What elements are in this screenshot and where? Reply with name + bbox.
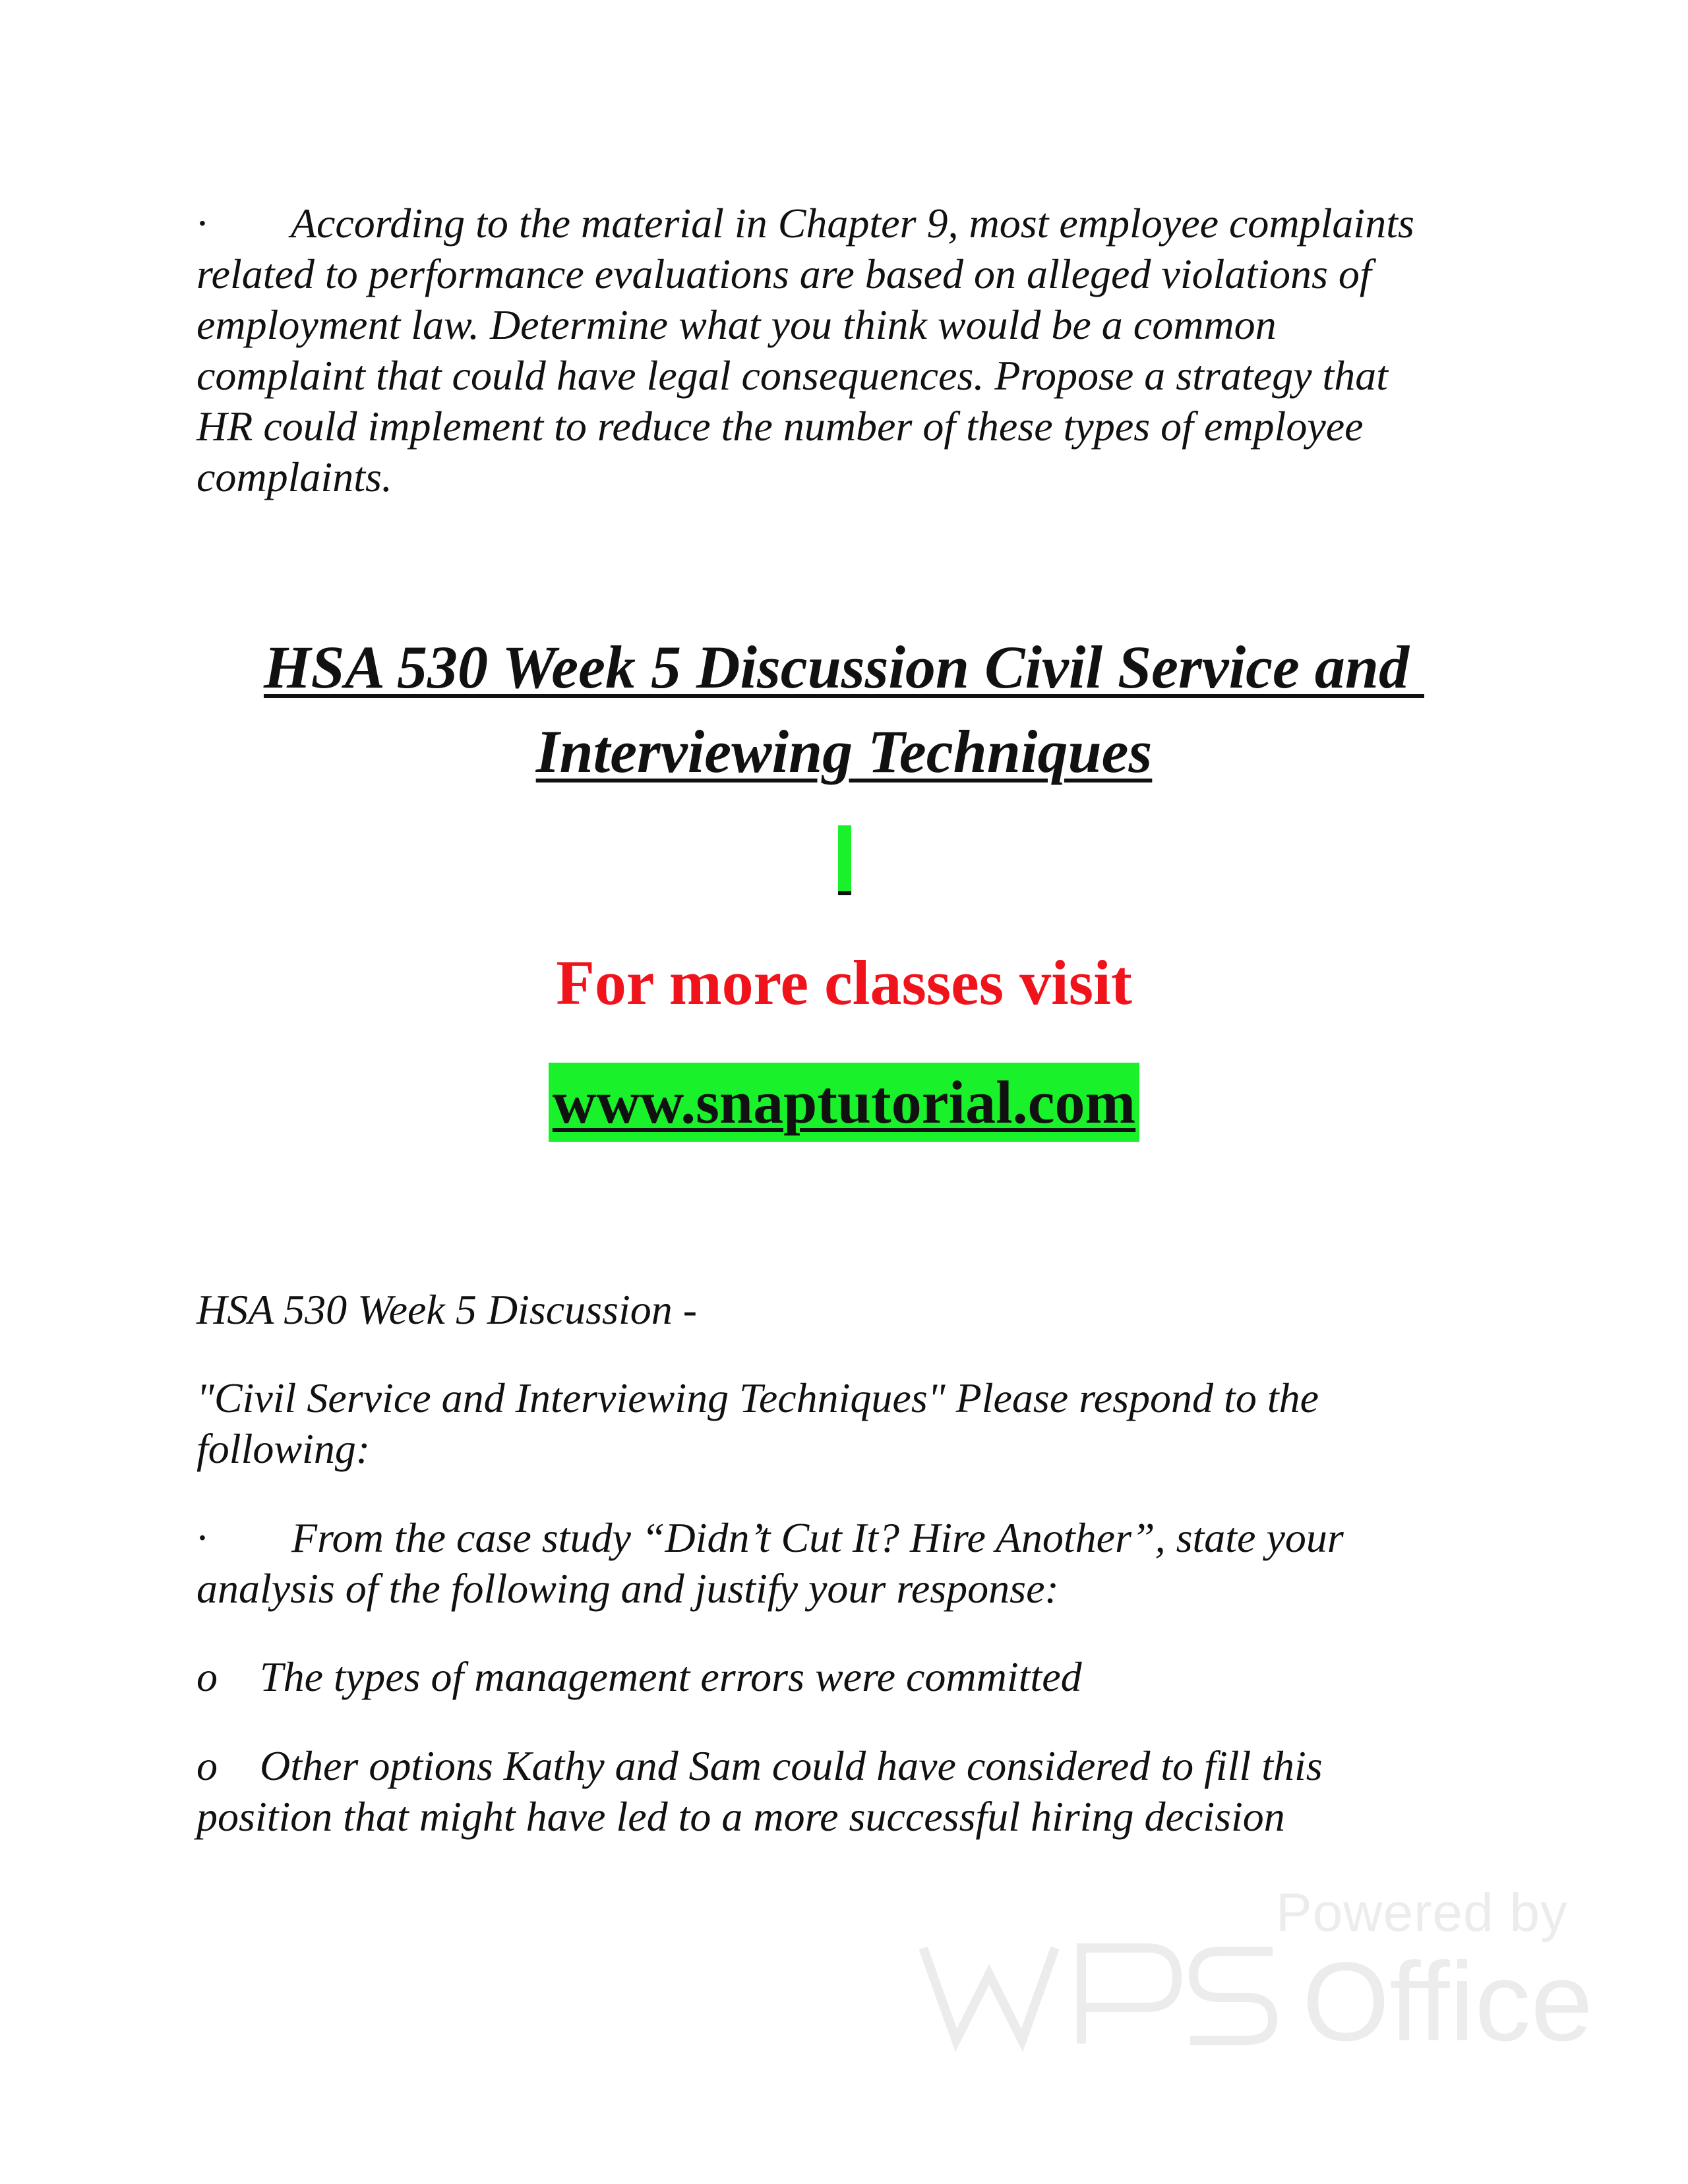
document-heading — [0, 625, 1688, 794]
watermark-powered-by: Powered by — [1276, 1883, 1569, 1943]
website-wrap — [0, 1063, 1688, 1142]
sub-item — [196, 1740, 1509, 1842]
promo-text: For more classes visit — [556, 947, 1132, 1018]
text-line: following: — [196, 1425, 371, 1472]
text-line: complaints. — [196, 454, 392, 500]
text-line: · From the case study “Didn’t Cut It? Hire Another”, state your — [196, 1514, 1344, 1561]
text-line: HR could implement to reduce the number of these types of employee — [196, 403, 1364, 450]
text-line: "Civil Service and Interviewing Techniques" Please respond to the — [196, 1374, 1319, 1421]
intro-paragraph — [196, 198, 1509, 502]
wps-office-wordmark: Office — [1302, 1939, 1593, 2065]
discussion-title — [196, 1284, 1509, 1335]
text-line: analysis of the following and justify your response: — [196, 1565, 1059, 1612]
text-line: complaint that could have legal consequences. Propose a strategy that — [196, 352, 1389, 399]
text-line: position that might have led to a more successful hiring decision — [196, 1793, 1285, 1840]
text-line: o The types of management errors were committed — [196, 1653, 1082, 1700]
text-line: employment law. Determine what you think would be a common — [196, 301, 1277, 348]
text-line: HSA 530 Week 5 Discussion - — [196, 1286, 698, 1333]
wps-office-logo — [917, 1935, 1593, 2065]
highlight-mark — [838, 825, 851, 895]
text-line: o Other options Kathy and Sam could have considered to fill this — [196, 1742, 1323, 1789]
text-line: related to performance evaluations are based on alleged violations of — [196, 251, 1372, 297]
heading-line-2: Interviewing Techniques — [535, 718, 1153, 785]
heading-line-1: HSA 530 Week 5 Discussion Civil Service and — [263, 634, 1425, 701]
website-link[interactable]: www.snaptutorial.com — [549, 1063, 1139, 1142]
discussion-bullet — [196, 1512, 1509, 1614]
text-line: · According to the material in Chapter 9, most employee complaints — [196, 200, 1414, 247]
discussion-prompt — [196, 1372, 1509, 1474]
sub-item — [196, 1651, 1509, 1702]
